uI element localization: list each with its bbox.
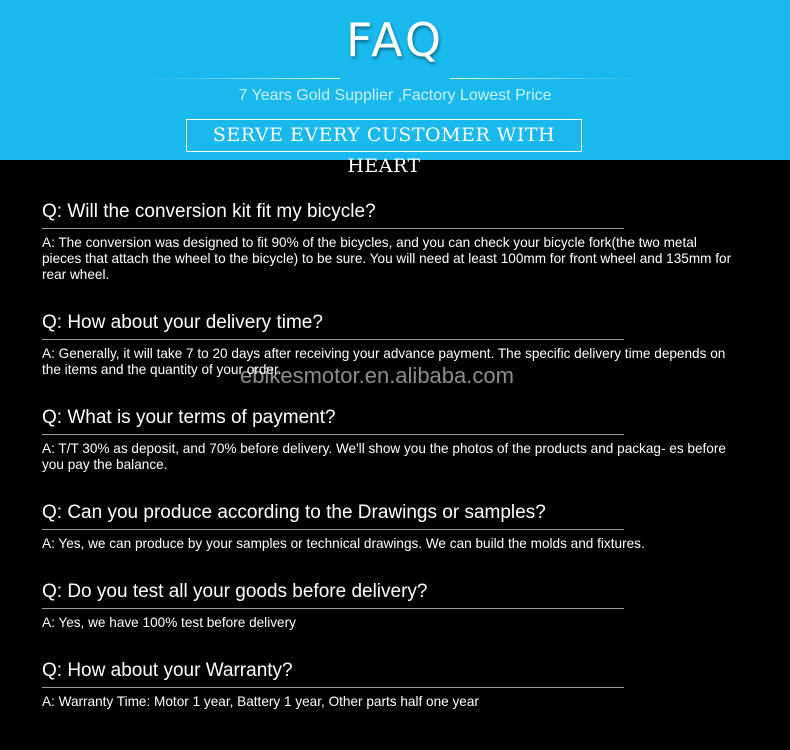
- question-divider: [42, 529, 624, 530]
- faq-question: Q: Can you produce according to the Drawings or samples?: [42, 502, 546, 523]
- title-divider-left: [150, 78, 340, 79]
- faq-item: [42, 405, 762, 473]
- question-divider: [42, 608, 624, 609]
- question-divider: [42, 434, 624, 435]
- question-divider: [42, 339, 624, 340]
- faq-answer: A: Warranty Time: Motor 1 year, Battery 1 year, Other parts half one year: [42, 694, 479, 709]
- question-divider: [42, 687, 624, 688]
- faq-header-banner: [0, 0, 790, 177]
- faq-question: Q: What is your terms of payment?: [42, 407, 336, 428]
- slogan-box: SERVE EVERY CUSTOMER WITH HEART: [186, 119, 582, 152]
- faq-answer: A: T/T 30% as deposit, and 70% before delivery. We'll show you the photos of the products and packag- es before you pay the balance.: [42, 441, 726, 472]
- faq-answer: A: The conversion was designed to fit 90% of the bicycles, and you can check your bicycle fork(the two metal pieces that attach the wheel to the bicycle) to be sure. You will need at least 100mm for front wheel and 135mm for rear wheel.: [42, 235, 732, 282]
- faq-answer: A: Yes, we can produce by your samples or technical drawings. We can build the molds and fixtures.: [42, 536, 645, 551]
- faq-item: [42, 500, 762, 552]
- supplier-subtitle: 7 Years Gold Supplier ,Factory Lowest Price: [238, 87, 552, 104]
- faq-item: [42, 579, 762, 631]
- faq-item: [42, 658, 762, 710]
- faq-question: Q: Do you test all your goods before delivery?: [42, 581, 428, 602]
- title-divider-right: [450, 78, 640, 79]
- page-title: FAQ: [345, 13, 445, 67]
- faq-item: [42, 199, 762, 283]
- faq-question: Q: How about your delivery time?: [42, 312, 323, 333]
- faq-question: Q: How about your Warranty?: [42, 660, 293, 681]
- faq-answer: A: Generally, it will take 7 to 20 days after receiving your advance payment. The specific delivery time depends on the items and the quantity of your order.: [42, 346, 726, 377]
- faq-answer: A: Yes, we have 100% test before delivery: [42, 615, 296, 630]
- store-watermark: ebikesmotor.en.alibaba.com: [240, 363, 514, 388]
- faq-question: Q: Will the conversion kit fit my bicycle?: [42, 201, 376, 222]
- question-divider: [42, 228, 624, 229]
